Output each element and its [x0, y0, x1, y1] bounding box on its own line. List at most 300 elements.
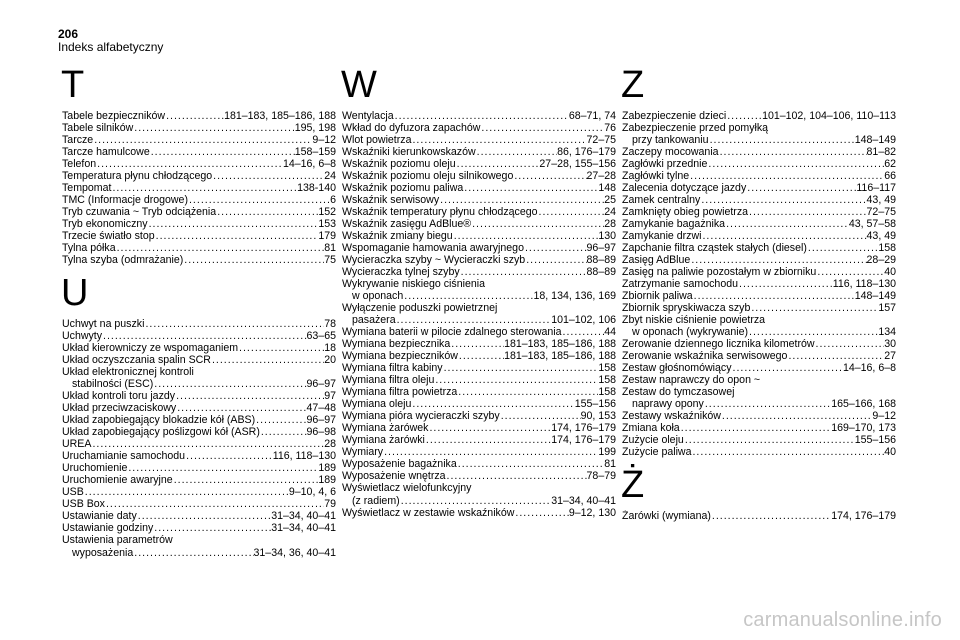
entry-pages: 66	[884, 170, 896, 183]
index-entry	[62, 522, 336, 534]
dot-leader	[105, 498, 324, 510]
entry-line	[62, 547, 336, 559]
entry-line	[62, 414, 336, 426]
index-entry	[62, 402, 336, 414]
entry-term: Uruchomienie	[62, 462, 128, 475]
entry-pages: 9–12, 130	[568, 506, 616, 519]
dot-leader	[689, 170, 884, 182]
entry-pages: 43, 49	[866, 194, 896, 207]
entry-pages: 181–183, 185–186, 188	[504, 350, 616, 363]
entry-pages: 96–97	[586, 242, 616, 255]
index-entry	[342, 362, 616, 374]
entry-line	[622, 110, 896, 122]
index-entry	[622, 434, 896, 446]
entry-term: Zbiornik paliwa	[622, 290, 693, 303]
entry-line	[342, 374, 616, 386]
dot-leader	[175, 390, 324, 402]
index-entry	[62, 330, 336, 342]
entry-term: Zagłówki tylne	[622, 170, 690, 183]
index-entry	[342, 230, 616, 242]
index-entry	[62, 230, 336, 242]
entry-line	[622, 350, 896, 362]
entry-heading: Zestaw naprawczy do opon ~	[622, 374, 761, 387]
dot-leader	[453, 230, 599, 242]
entry-pages: 9–12	[872, 410, 896, 423]
entry-term: Zaczepy mocowania	[622, 146, 719, 159]
entry-term: Zamykanie bagażnika	[622, 218, 726, 231]
entry-pages: 31–34, 40–41	[271, 510, 336, 523]
index-entry	[342, 338, 616, 350]
entry-pages: 158–159	[294, 146, 336, 159]
entry-term: Wspomaganie hamowania awaryjnego	[342, 242, 524, 255]
entry-line	[622, 134, 896, 146]
entry-term: Zalecenia dotyczące jazdy	[622, 182, 747, 195]
dot-leader	[165, 110, 224, 122]
entry-pages: 24	[324, 170, 336, 183]
dot-leader	[476, 146, 557, 158]
page-header	[58, 28, 163, 54]
entry-line	[62, 218, 336, 230]
entry-term: Zestawy wskaźników	[622, 410, 721, 423]
index-entry	[342, 302, 616, 326]
entry-term: Tabele bezpieczników	[62, 110, 166, 122]
index-entry	[342, 458, 616, 470]
entry-term: UREA	[62, 438, 92, 451]
entry-line	[62, 122, 336, 134]
dot-leader	[457, 458, 604, 470]
index-entry	[622, 110, 896, 122]
entry-heading: Zabezpieczenie przed pomyłką	[622, 122, 769, 135]
entry-pages: 27	[884, 350, 896, 363]
entry-heading: Wyłączenie poduszki powietrznej	[342, 302, 498, 315]
dot-leader	[513, 170, 586, 182]
entry-term: Wymiana żarówki	[342, 434, 425, 447]
index-entry	[622, 158, 896, 170]
entry-pages: 28–29	[866, 254, 896, 267]
dot-leader	[133, 547, 253, 559]
dot-leader	[396, 314, 552, 326]
index-entry	[622, 374, 896, 410]
entry-line	[622, 266, 896, 278]
index-entry	[342, 278, 616, 302]
entry-line	[622, 182, 896, 194]
entry-term: Wycieraczka tylnej szyby	[342, 266, 460, 279]
entry-line	[622, 230, 896, 242]
entry-term: Zużycie oleju	[622, 434, 684, 447]
entry-term: pasażera	[352, 314, 396, 327]
entry-pages: 157	[878, 302, 896, 315]
entry-term: Wyposażenie wnętrza	[342, 470, 446, 483]
entry-line	[342, 158, 616, 170]
entry-term: Wymiana pióra wycieraczki szyby	[342, 410, 500, 423]
entry-pages: 96–97	[306, 378, 336, 391]
entry-line	[62, 342, 336, 354]
entry-term: Ustawianie daty	[62, 510, 137, 523]
entry-pages: 88–89	[586, 254, 616, 267]
index-entry	[62, 242, 336, 254]
dot-leader	[96, 158, 283, 170]
dot-leader	[480, 122, 604, 134]
dot-leader	[748, 326, 878, 338]
entry-line	[622, 398, 896, 410]
dot-leader	[91, 438, 324, 450]
entry-term: Tarcze	[62, 134, 94, 147]
index-entry	[342, 146, 616, 158]
dot-leader	[260, 426, 307, 438]
entry-term: Wymiana filtra oleju	[342, 374, 435, 387]
index-entry	[622, 170, 896, 182]
dot-leader	[153, 378, 306, 390]
index-entry	[622, 422, 896, 434]
entry-line	[342, 422, 616, 434]
entry-term: Wskaźnik serwisowy	[342, 194, 440, 207]
entry-term: Układ kierowniczy ze wspomaganiem	[62, 342, 239, 355]
entry-pages: 158	[878, 242, 896, 255]
entry-pages: 158	[598, 374, 616, 387]
index-entry	[62, 438, 336, 450]
entry-pages: 9–10, 4, 6	[288, 486, 336, 499]
dot-leader	[93, 134, 312, 146]
entry-term: USB Box	[62, 498, 105, 511]
index-entry	[342, 218, 616, 230]
entry-line	[622, 254, 896, 266]
page-number: 206	[58, 27, 79, 41]
index-entry	[342, 398, 616, 410]
dot-leader	[173, 474, 319, 486]
entry-heading: Zbyt niskie ciśnienie powietrza	[622, 314, 766, 327]
entry-pages: 158	[598, 386, 616, 399]
entry-term: Tylna szyba (odmrażanie)	[62, 254, 184, 267]
index-entry	[62, 158, 336, 170]
entry-pages: 25	[604, 194, 616, 207]
section-title: Indeks alfabetyczny	[58, 40, 164, 54]
entry-pages: 24	[604, 206, 616, 219]
index-entry	[622, 510, 896, 522]
section-letter: W	[341, 64, 377, 106]
index-entry	[622, 446, 896, 458]
dot-leader	[176, 402, 306, 414]
entry-line	[342, 495, 616, 507]
entry-line	[342, 398, 616, 410]
entry-term: Wskaźnik zmiany biegu	[342, 230, 453, 243]
entry-pages: 43, 49	[866, 230, 896, 243]
entry-line	[342, 507, 616, 519]
index-entry	[62, 486, 336, 498]
entry-term: Wymiary	[342, 446, 384, 459]
dot-leader	[450, 338, 504, 350]
dot-leader	[815, 338, 885, 350]
entry-pages: 116, 118–130	[272, 450, 336, 463]
entry-line	[342, 314, 616, 326]
dot-leader	[212, 170, 324, 182]
entry-term: Ustawianie godziny	[62, 522, 154, 535]
entry-term: Zapchanie filtra cząstek stałych (diesel)	[622, 242, 807, 255]
entry-line	[342, 146, 616, 158]
entry-pages: 199	[598, 446, 616, 459]
entry-pages: 72–75	[586, 134, 616, 147]
dot-leader	[84, 486, 289, 498]
entry-pages: 9–12	[312, 134, 336, 147]
entry-line	[62, 474, 336, 486]
dot-leader	[709, 134, 855, 146]
dot-leader	[711, 510, 831, 522]
index-entry	[342, 410, 616, 422]
index-entry	[342, 134, 616, 146]
dot-leader	[525, 254, 586, 266]
index-entry	[342, 158, 616, 170]
dot-leader	[700, 194, 866, 206]
index-column-2	[341, 64, 616, 519]
entry-pages: 28	[324, 438, 336, 451]
entry-pages: 134	[878, 326, 896, 339]
dot-leader	[188, 194, 330, 206]
entry-line	[342, 458, 616, 470]
entry-line	[62, 134, 336, 146]
entry-term: USB	[62, 486, 84, 499]
index-entry	[622, 410, 896, 422]
entry-pages: 86, 176–179	[557, 146, 616, 159]
dot-leader	[562, 326, 605, 338]
entry-line	[622, 422, 896, 434]
dot-leader	[394, 110, 569, 122]
entry-pages: 79	[324, 498, 336, 511]
entry-term: Wyposażenie bagażnika	[342, 458, 457, 471]
entry-line	[342, 194, 616, 206]
entry-term: Zamknięty obieg powietrza	[622, 206, 749, 219]
entry-pages: 130	[598, 230, 616, 243]
dot-leader	[680, 422, 831, 434]
entry-pages: 148	[598, 182, 616, 195]
section-letter: T	[61, 64, 85, 106]
entry-line	[342, 242, 616, 254]
entry-pages: 189	[318, 462, 336, 475]
entry-line	[62, 230, 336, 242]
entry-line	[342, 206, 616, 218]
dot-leader	[463, 182, 598, 194]
dot-leader	[153, 522, 271, 534]
entry-term: Zasięg na paliwie pozostałym w zbiorniku	[622, 266, 817, 279]
dot-leader	[725, 218, 849, 230]
index-entry	[342, 182, 616, 194]
entry-term: Telefon	[62, 158, 97, 171]
entry-pages: 27–28	[586, 170, 616, 183]
entry-line	[62, 194, 336, 206]
index-entry	[342, 470, 616, 482]
entry-term: Wskaźnik zasięgu AdBlue®	[342, 218, 472, 231]
dot-leader	[411, 134, 586, 146]
entry-term: Zmiana koła	[622, 422, 680, 435]
section-letter: Z	[621, 64, 645, 106]
entry-pages: 27–28, 155–156	[539, 158, 616, 171]
entry-term: Zużycie paliwa	[622, 446, 692, 459]
index-entry-list	[62, 318, 336, 558]
entry-term: Wskaźniki kierunkowskazów	[342, 146, 476, 159]
dot-leader	[443, 362, 599, 374]
dot-leader	[471, 218, 604, 230]
entry-term: Temperatura płynu chłodzącego	[62, 170, 213, 183]
entry-term: Wycieraczka szyby ~ Wycieraczki szyb	[342, 254, 526, 267]
dot-leader	[155, 230, 319, 242]
entry-line	[62, 438, 336, 450]
index-entry	[342, 434, 616, 446]
entry-term: Układ oczyszczania spalin SCR	[62, 354, 211, 367]
entry-term: Tempomat	[62, 182, 112, 195]
entry-line	[622, 290, 896, 302]
index-entry	[342, 374, 616, 386]
dot-leader	[719, 146, 867, 158]
entry-pages: 62	[884, 158, 896, 171]
entry-term: Zbiornik spryskiwacza szyb	[622, 302, 751, 315]
entry-line	[62, 486, 336, 498]
entry-line	[622, 206, 896, 218]
entry-term: naprawy opony	[632, 398, 704, 411]
entry-term: Wkład do dyfuzora zapachów	[342, 122, 481, 135]
entry-line	[62, 330, 336, 342]
entry-pages: 101–102, 106	[551, 314, 616, 327]
entry-line	[622, 510, 896, 522]
entry-line	[622, 218, 896, 230]
index-entry	[622, 350, 896, 362]
dot-leader	[787, 350, 884, 362]
index-entry	[342, 122, 616, 134]
entry-pages: 138-140	[297, 182, 336, 195]
dot-leader	[690, 254, 866, 266]
dot-leader	[458, 350, 504, 362]
dot-leader	[750, 302, 878, 314]
index-entry	[622, 266, 896, 278]
index-entry	[62, 498, 336, 510]
entry-pages: 18, 134, 136, 169	[533, 290, 616, 303]
entry-line	[342, 350, 616, 362]
entry-heading: Układ elektronicznej kontroli	[62, 366, 194, 379]
entry-term: Wymiana filtra powietrza	[342, 386, 458, 399]
dot-leader	[701, 230, 866, 242]
entry-pages: 31–34, 36, 40–41	[253, 546, 336, 559]
dot-leader	[238, 342, 324, 354]
index-entry	[62, 146, 336, 158]
entry-line	[622, 146, 896, 158]
entry-pages: 152	[318, 206, 336, 219]
entry-line	[342, 182, 616, 194]
entry-line	[622, 278, 896, 290]
entry-pages: 28	[604, 218, 616, 231]
entry-line	[62, 170, 336, 182]
index-entry	[62, 354, 336, 366]
entry-pages: 75	[324, 254, 336, 267]
dot-leader	[684, 434, 855, 446]
dot-leader	[127, 462, 318, 474]
dot-leader	[732, 362, 843, 374]
index-entry	[342, 446, 616, 458]
entry-line	[622, 302, 896, 314]
dot-leader	[446, 470, 587, 482]
entry-line	[622, 170, 896, 182]
entry-line	[62, 390, 336, 402]
entry-term: Tryb czuwania ~ Tryb odciążenia	[62, 206, 217, 219]
entry-term: Zatrzymanie samochodu	[622, 278, 738, 291]
entry-line	[342, 326, 616, 338]
entry-term: Wymiana bezpiecznika	[342, 338, 451, 351]
entry-heading: Wyświetlacz wielofunkcyjny	[342, 482, 472, 495]
entry-pages: 148–149	[854, 290, 896, 303]
dot-leader	[456, 158, 540, 170]
dot-leader	[738, 278, 833, 290]
entry-term: Zestaw głośnomówiący	[622, 362, 732, 375]
index-entry	[622, 182, 896, 194]
entry-pages: 165–166, 168	[831, 398, 896, 411]
entry-term: Tarcze hamulcowe	[62, 146, 150, 159]
entry-line	[62, 354, 336, 366]
index-entry	[342, 482, 616, 506]
entry-term: Uchwyty	[62, 330, 103, 343]
index-column-3	[621, 64, 896, 523]
entry-term: w oponach	[352, 290, 404, 303]
entry-line	[622, 326, 896, 338]
dot-leader	[721, 410, 873, 422]
entry-pages: 81–82	[866, 146, 896, 159]
entry-term: Układ przeciwzaciskowy	[62, 402, 177, 415]
entry-line	[622, 410, 896, 422]
entry-term: Zerowanie wskaźnika serwisowego	[622, 350, 788, 363]
entry-line	[62, 206, 336, 218]
entry-line	[62, 110, 336, 122]
watermark: carmanualsonline.info	[743, 609, 942, 631]
entry-pages: 76	[604, 122, 616, 135]
entry-pages: 20	[324, 354, 336, 367]
index-entry	[342, 507, 616, 519]
entry-pages: 174, 176–179	[831, 510, 896, 523]
index-entry	[622, 302, 896, 314]
entry-pages: 155–156	[854, 434, 896, 447]
entry-pages: 179	[318, 230, 336, 243]
entry-pages: 155–156	[574, 398, 616, 411]
entry-pages: 97	[324, 390, 336, 403]
index-entry	[342, 254, 616, 266]
dot-leader	[439, 194, 604, 206]
dot-leader	[704, 398, 831, 410]
index-entry	[62, 462, 336, 474]
dot-leader	[524, 242, 587, 254]
index-entry-list	[622, 510, 896, 522]
dot-leader	[538, 206, 605, 218]
index-entry	[342, 110, 616, 122]
index-entry-list	[622, 110, 896, 458]
entry-line	[62, 254, 336, 266]
entry-pages: 181–183, 185–186, 188	[504, 338, 616, 351]
dot-leader	[816, 266, 884, 278]
dot-leader	[111, 182, 297, 194]
entry-term: Wskaźnik poziomu oleju	[342, 158, 456, 171]
dot-leader	[457, 386, 598, 398]
entry-line	[62, 426, 336, 438]
entry-heading: Ustawienia parametrów	[62, 534, 173, 547]
dot-leader	[144, 318, 324, 330]
entry-term: TMC (Informacje drogowe)	[62, 194, 188, 207]
entry-pages: 189	[318, 474, 336, 487]
entry-term: Uruchamianie samochodu	[62, 450, 186, 463]
entry-term: Wskaźnik temperatury płynu chłodzącego	[342, 206, 538, 219]
entry-line	[62, 402, 336, 414]
entry-line	[342, 446, 616, 458]
entry-term: Zamek centralny	[622, 194, 701, 207]
entry-term: wyposażenia	[72, 546, 134, 559]
entry-term: (z radiem)	[352, 494, 400, 507]
entry-pages: 68–71, 74	[568, 110, 616, 122]
entry-line	[342, 170, 616, 182]
entry-line	[342, 470, 616, 482]
index-entry	[62, 474, 336, 486]
entry-line	[342, 338, 616, 350]
